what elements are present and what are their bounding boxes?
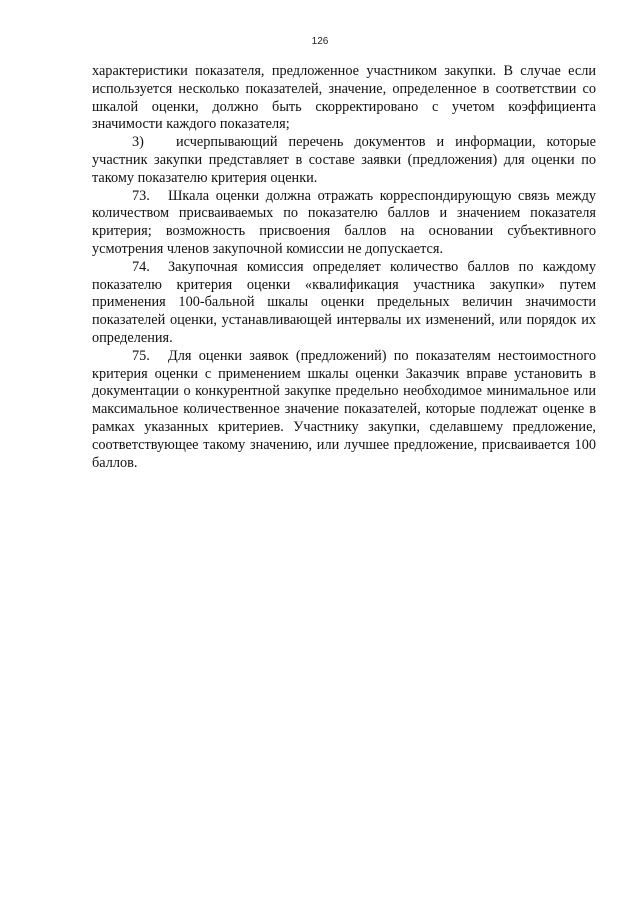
clause-75 (92, 348, 596, 473)
page-number: 126 (311, 36, 329, 47)
list-item-number: 3) (132, 134, 144, 151)
list-item-3 (92, 134, 596, 187)
clause-73 (92, 188, 596, 259)
clause-text: Закупочная комиссия определяет количество баллов по каждому показателю критерия оценки «квалификация участника закупки» путем применения 100-бальной шкалы оценки предельных величин значимости показателей оценки, устанавливающей интервалы их изменений, или порядок их определения. (92, 258, 596, 346)
clause-number: 74. (132, 258, 150, 275)
clause-text: Для оценки заявок (предложений) по показателям нестоимостного критерия оценки с применением шкалы оценки Заказчик вправе установить в документации о конкурентной закупке предельно необходимое минимальное или максимальное количественное значение показателей, которые подлежат оценке в рамках указанных критериев. Участнику закупки, сделавшему предложение, соответствующее такому значению, или лучшее предложение, присваивается 100 баллов. (92, 347, 596, 471)
clause-number: 75. (132, 347, 150, 364)
list-item-text: исчерпывающий перечень документов и информации, которые участник закупки представляет в составе заявки (предложения) для оценки по такому показателю критерия оценки. (92, 134, 596, 186)
clause-number: 73. (132, 187, 150, 204)
clause-74 (92, 259, 596, 348)
paragraph-continuation: характеристики показателя, предложенное участником закупки. В случае если используется несколько показателей, значение, определенное в соответствии со шкалой оценки, должно быть скорректировано с учетом коэффициента значимости каждого показателя; (92, 63, 596, 133)
document-body (92, 63, 596, 472)
clause-text: Шкала оценки должна отражать корреспондирующую связь между количеством присваиваемых по показателю баллов и значением показателя критерия; возможность присвоения баллов на основании субъективного усмотрения членов закупочной комиссии не допускается. (92, 187, 596, 257)
